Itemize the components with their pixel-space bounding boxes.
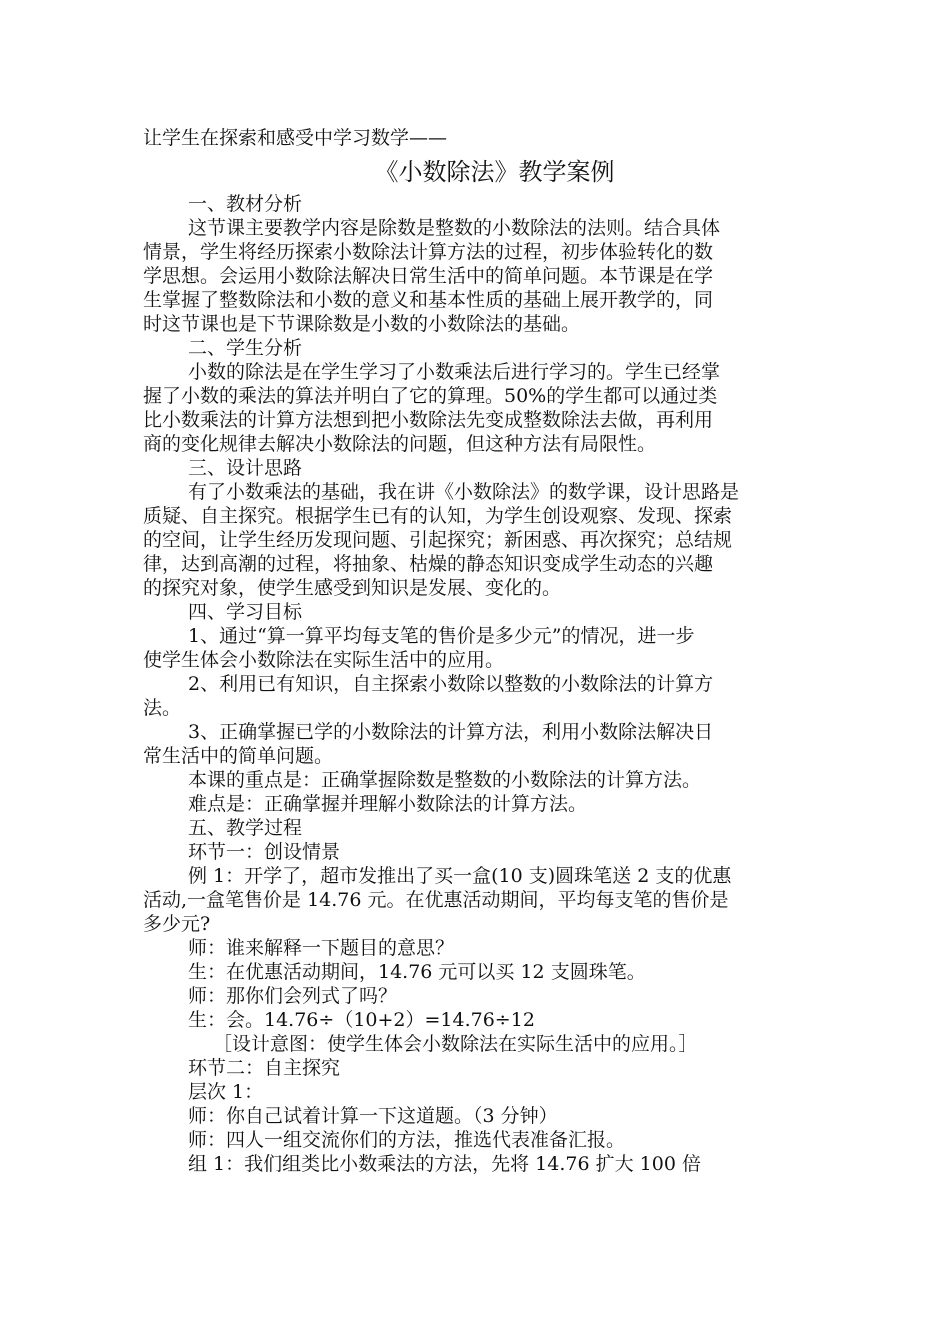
- paragraph-line: 比小数乘法的计算方法想到把小数除法先变成整数除法去做，再利用: [143, 409, 714, 431]
- paragraph-line: 情景，学生将经历探索小数除法计算方法的过程，初步体验转化的数: [143, 241, 714, 263]
- paragraph-line: 时这节课也是下节课除数是小数的小数除法的基础。: [143, 313, 581, 335]
- paragraph-line: 握了小数的乘法的算法并明白了它的算理。50%的学生都可以通过类: [143, 385, 718, 407]
- dialogue-line: 生：在优惠活动期间，14.76 元可以买 12 支圆珠笔。: [188, 961, 646, 983]
- paragraph-line: 层次 1：: [188, 1081, 264, 1103]
- paragraph-line: 律，达到高潮的过程，将抽象、枯燥的静态知识变成学生动态的兴趣: [143, 553, 714, 575]
- paragraph-line: 的探究对象，使学生感受到知识是发展、变化的。: [143, 577, 562, 599]
- dialogue-line: 生：会。14.76÷（10+2）=14.76÷12: [188, 1009, 535, 1031]
- paragraph-line: 有了小数乘法的基础，我在讲《小数除法》的数学课，设计思路是: [188, 481, 740, 503]
- paragraph-line: 使学生体会小数除法在实际生活中的应用。: [143, 649, 505, 671]
- paragraph-line: 常生活中的简单问题。: [143, 745, 334, 767]
- paragraph-line: 生掌握了整数除法和小数的意义和基本性质的基础上展开教学的，同: [143, 289, 714, 311]
- paragraph-line: 难点是：正确掌握并理解小数除法的计算方法。: [188, 793, 588, 815]
- dialogue-line: 师：四人一组交流你们的方法，推选代表准备汇报。: [188, 1129, 626, 1151]
- paragraph-line: 这节课主要教学内容是除数是整数的小数除法的法则。结合具体: [188, 217, 721, 239]
- paragraph-line: 环节二：自主探究: [188, 1057, 341, 1079]
- document-title: 《小数除法》教学案例: [374, 158, 615, 186]
- paragraph-line: 2、利用已有知识，自主探索小数除以整数的小数除法的计算方: [188, 673, 714, 695]
- section-heading-student-analysis: 二、学生分析: [188, 337, 303, 359]
- paragraph-line: 活动,一盒笔售价是 14.76 元。在优惠活动期间，平均每支笔的售价是: [143, 889, 729, 911]
- dialogue-line: 师：谁来解释一下题目的意思？: [188, 937, 455, 959]
- design-note: ［设计意图：使学生体会小数除法在实际生活中的应用。］: [213, 1033, 698, 1055]
- dialogue-line: 组 1：我们组类比小数乘法的方法，先将 14.76 扩大 100 倍: [188, 1153, 701, 1175]
- section-heading-teaching-process: 五、教学过程: [188, 817, 303, 839]
- paragraph-line: 学思想。会运用小数除法解决日常生活中的简单问题。本节课是在学: [143, 265, 714, 287]
- paragraph-line: 商的变化规律去解决小数除法的问题，但这种方法有局限性。: [143, 433, 657, 455]
- paragraph-line: 质疑、自主探究。根据学生已有的认知，为学生创设观察、发现、探索: [143, 505, 733, 527]
- dialogue-line: 师：你自己试着计算一下这道题。（3 分钟）: [188, 1105, 558, 1127]
- paragraph-line: 法。: [143, 697, 182, 719]
- paragraph-line: 小数的除法是在学生学习了小数乘法后进行学习的。学生已经掌: [188, 361, 721, 383]
- section-heading-learning-goals: 四、学习目标: [188, 601, 303, 623]
- paragraph-line: 环节一：创设情景: [188, 841, 341, 863]
- paragraph-line: 本课的重点是：正确掌握除数是整数的小数除法的计算方法。: [188, 769, 702, 791]
- paragraph-line: 的空间，让学生经历发现问题、引起探究；新困惑、再次探究；总结规: [143, 529, 733, 551]
- section-heading-textbook-analysis: 一、教材分析: [188, 193, 303, 215]
- document-subtitle: 让学生在探索和感受中学习数学——: [143, 127, 448, 149]
- paragraph-line: 多少元?: [143, 913, 211, 935]
- section-heading-design-idea: 三、设计思路: [188, 457, 303, 479]
- document-body: [143, 124, 808, 1176]
- paragraph-line: 例 1：开学了，超市发推出了买一盒(10 支)圆珠笔送 2 支的优惠: [188, 865, 732, 887]
- paragraph-line: 3、正确掌握已学的小数除法的计算方法，利用小数除法解决日: [188, 721, 714, 743]
- dialogue-line: 师：那你们会列式了吗？: [188, 985, 398, 1007]
- paragraph-line: 1、通过“算一算平均每支笔的售价是多少元”的情况，进一步: [188, 625, 695, 647]
